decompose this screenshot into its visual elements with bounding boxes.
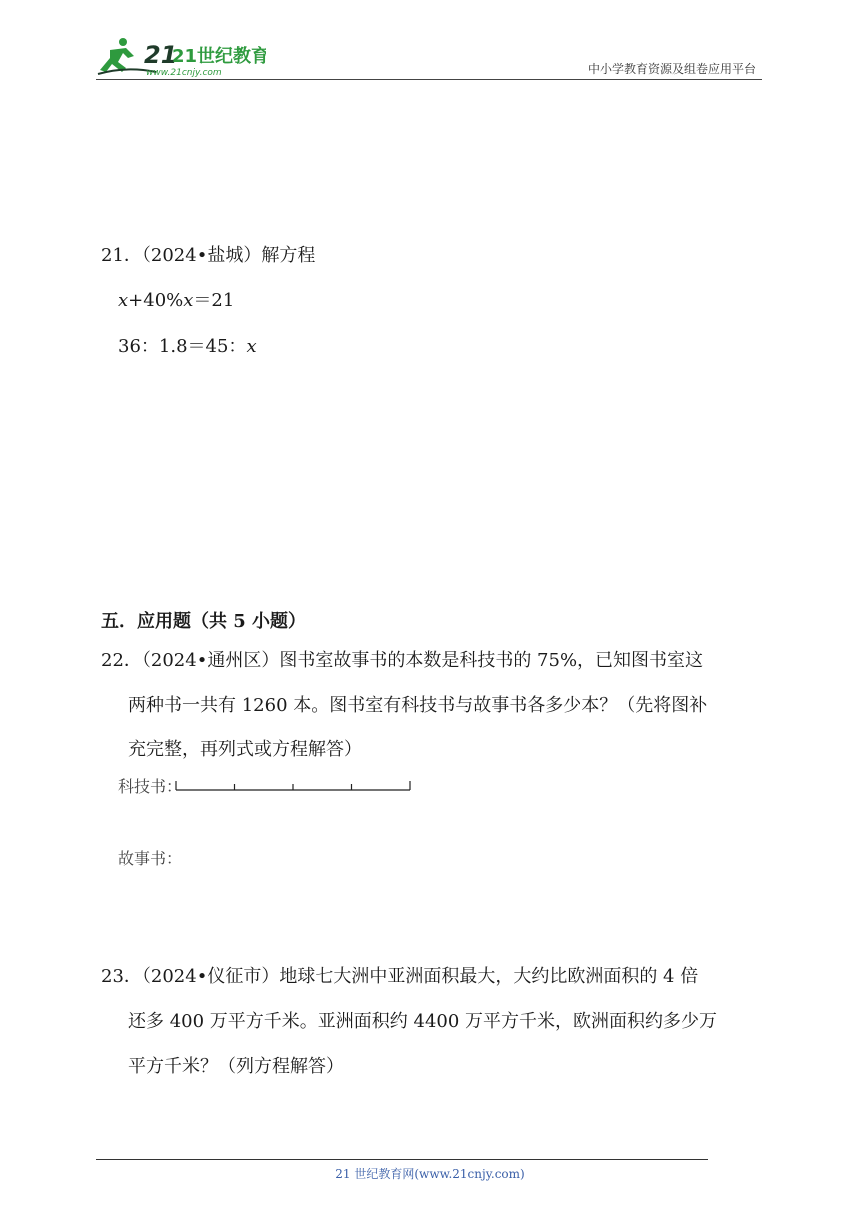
equation-1: x+40%x＝21 — [118, 290, 235, 311]
header-tagline: 中小学教育资源及组卷应用平台 — [587, 62, 756, 76]
question-22-line-2: 两种书一共有 1260 本。图书室有科技书与故事书各多少本？（先将图补 — [128, 695, 708, 716]
site-logo — [96, 36, 266, 78]
svg-text:21: 21 — [144, 41, 178, 69]
runner-icon — [96, 36, 266, 78]
equation-2: 36：1.8＝45：x — [118, 336, 257, 357]
header-divider — [96, 79, 762, 80]
footer-divider — [96, 1159, 708, 1160]
svg-text:21世纪教育: 21世纪教育 — [172, 46, 266, 67]
question-23-line-1: 23．（2024•仪征市）地球七大洲中亚洲面积最大，大约比欧洲面积的 4 倍 — [101, 966, 699, 987]
svg-text:www.21cnjy.com: www.21cnjy.com — [146, 68, 222, 78]
science-books-label: 科技书： — [118, 777, 183, 796]
question-stem: 解方程 — [261, 245, 316, 266]
footer-link[interactable]: 21 世纪教育网(www.21cnjy.com) — [335, 1167, 525, 1181]
question-22-line-1: 22．（2024•通州区）图书室故事书的本数是科技书的 75%，已知图书室这 — [101, 650, 704, 671]
question-source: （2024•盐城） — [141, 245, 262, 266]
question-number: 21． — [101, 245, 142, 266]
story-books-label: 故事书： — [118, 849, 183, 868]
question-22-line-3: 充完整，再列式或方程解答） — [128, 739, 362, 760]
question-21-title — [101, 247, 315, 265]
section-title: 五．应用题（共 5 小题） — [101, 611, 307, 632]
question-23-line-3: 平方千米？（列方程解答） — [128, 1056, 344, 1077]
science-books-bar — [175, 776, 415, 792]
question-23-line-2: 还多 400 万平方千米。亚洲面积约 4400 万平方千米，欧洲面积约多少万 — [128, 1011, 718, 1032]
